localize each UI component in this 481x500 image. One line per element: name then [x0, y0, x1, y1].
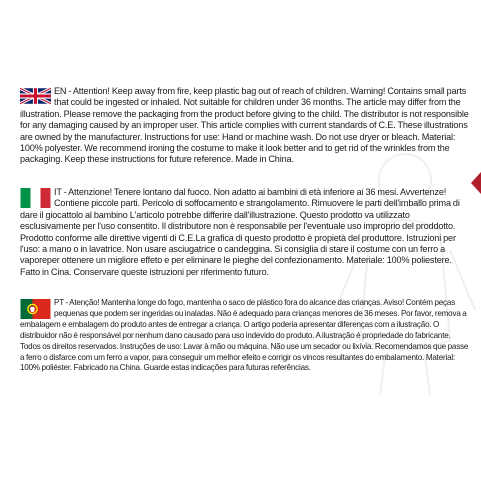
- uk-flag-icon: [20, 87, 51, 105]
- warning-text-en: EN - Attention! Keep away from fire, keep plastic bag out of reach of children. Warning! Contains small parts that could be ingested or inhaled. Not suitable for children under 36 months. The article may differ from the illustration. Please remove the packaging from the product before giving to the child. The distributor is not responsible for any damaging caused by an improper user. This article complies with current standards of C.E. These illustrations are owned by the manufacturer. Instructions for use: Hand or machine wash. Do not use dryer or bleach. Material: 100% polyester. We recommend ironing the costume to make it look better and to get rid of the wrinkles from the packaging. Keep these instructions for future reference. Made in China.: [20, 86, 469, 165]
- warning-block-it: [20, 187, 470, 278]
- warning-block-en: [20, 86, 470, 166]
- warning-block-pt: [20, 298, 470, 374]
- italy-flag-icon: [20, 188, 51, 208]
- portugal-flag-icon: [20, 299, 51, 319]
- warning-text-pt: PT - Atenção! Mantenha longe do fogo, mantenha o saco de plástico fora do alcance das crianças. Aviso! Contém peças pequenas que podem ser ingeridas ou inaladas. Não é adequado para crianças menores de 36 meses. Por favor, remova a embalagem e embalagem do produto antes de entregar a criança. O artigo poderia apresentar diferenças com a ilustração. O distribuidor não é responsável por nenhum dano causado para uso indevido do produto. A ilustração é propriedade do fabricante. Todos os direitos reservados. Instruções de uso: Lavar à mão ou máquina. Não use um secador ou lixívia. Recomendamos que passe a ferro o disfarce com um ferro a vapor, para conseguir um melhor efeito e corrigir os vincos resultantes do embalamento. Material: 100% poliéster. Fabricado na China. Guarde estas indicações para futuras referências.: [20, 298, 469, 373]
- warning-text-it: IT - Attenzione! Tenere lontano dal fuoco. Non adatto ai bambini di età inferiore ai 36 mesi. Avvertenze! Contiene piccole parti. Pericolo di soffocamento e strangolamento. Rimuovere le parti dell'imballo prima di dare il giocattolo al bambino L'articolo potrebbe differire dall'illustrazione. Questo prodotto va utilizzato esclusivamente per l'uso consentito. Il distributore non è responsabile per l'eventuale uso improprio del proddotto. Prodotto conforme alle direttive vigenti di C.E.La grafica di questo prodotto è propietà del produttore. Istruzioni per l'uso: a mano o in lavatrice. Non usare asciugatrice o candeggina. Si consiglia di stare il costume con un ferro a vaporeper ottenere un migliore effeto e per eliminare le pieghe del confezionamento. Materiale: 100% poliestere. Fatto in Cina. Conservare queste istruzioni per riferimento futuro.: [20, 187, 460, 277]
- red-corner-mark: [469, 172, 481, 194]
